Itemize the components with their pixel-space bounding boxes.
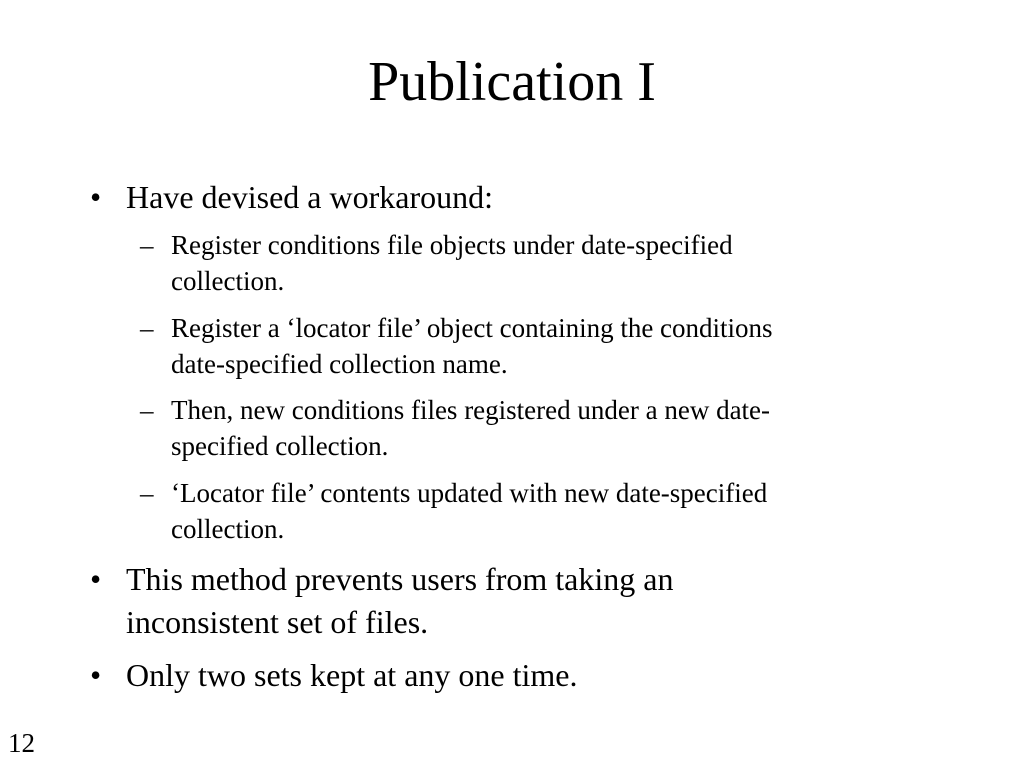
bullet-text	[126, 176, 493, 219]
sub-bullet-marker: –	[140, 313, 154, 343]
sub-bullet-text	[171, 310, 773, 382]
sub-bullet-line: specified collection.	[171, 431, 389, 461]
bullet-line: Have devised a workaround:	[126, 179, 493, 215]
sub-bullet-text	[171, 227, 733, 299]
bullet-marker: •	[90, 561, 102, 597]
sub-bullet-line: collection.	[171, 266, 285, 296]
sub-bullet-line: date-specified collection name.	[171, 349, 508, 379]
bullet-line: inconsistent set of files.	[126, 604, 429, 640]
bullet-line: Only two sets kept at any one time.	[126, 657, 578, 693]
sub-bullet-line: Register conditions file objects under date-specified	[171, 230, 733, 260]
sub-bullet-line: Register a ‘locator file’ object containing the conditions	[171, 313, 773, 343]
sub-bullet-line: Then, new conditions files registered under a new date-	[171, 395, 771, 425]
sub-bullet-line: ‘Locator file’ contents updated with new date-specified	[171, 478, 768, 508]
bullet-marker: •	[90, 179, 102, 215]
bullet-text	[126, 558, 673, 644]
sub-bullet-marker: –	[140, 230, 154, 260]
bullet-text	[126, 654, 577, 697]
bullet-line: This method prevents users from taking an	[126, 561, 674, 597]
page-number: 12	[8, 728, 35, 758]
bullet-marker: •	[90, 657, 102, 693]
sub-bullet-text	[171, 475, 767, 547]
sub-bullet-marker: –	[140, 478, 154, 508]
slide-title: Publication I	[368, 51, 656, 113]
sub-bullet-text	[171, 392, 770, 464]
sub-bullet-line: collection.	[171, 514, 285, 544]
sub-bullet-marker: –	[140, 395, 154, 425]
